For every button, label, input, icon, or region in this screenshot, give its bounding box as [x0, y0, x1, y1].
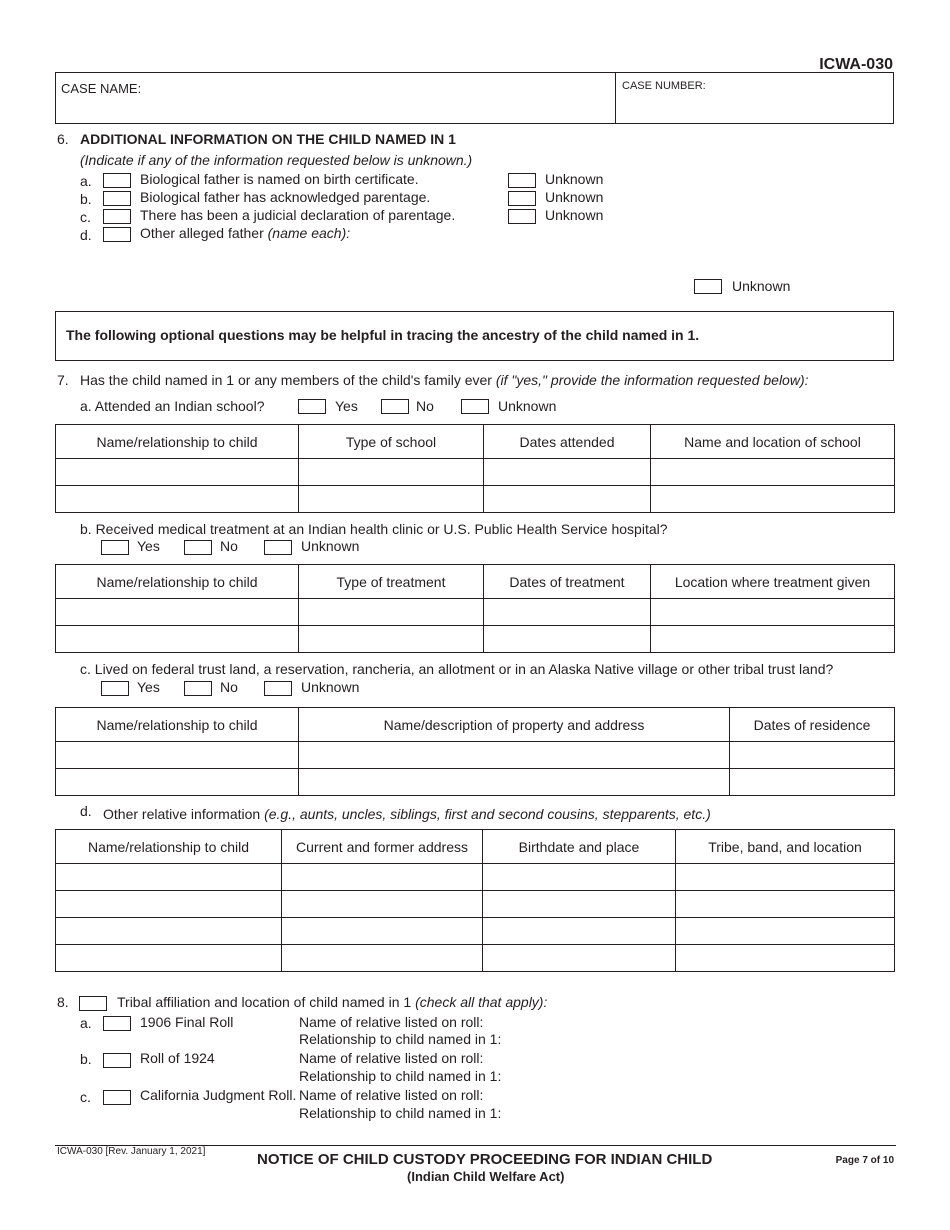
case-number-divider [615, 72, 616, 124]
roll-a-letter: a. [80, 1015, 92, 1031]
q7b-no-checkbox[interactable] [184, 540, 212, 555]
q7b-unknown-checkbox[interactable] [264, 540, 292, 555]
item-d-text-italic: (name each): [267, 225, 351, 241]
table-row [56, 486, 895, 513]
item-d-letter: d. [80, 227, 92, 243]
footer-subtitle: (Indian Child Welfare Act) [407, 1169, 565, 1184]
table-cell[interactable] [483, 918, 676, 945]
table-row [56, 945, 895, 972]
section6-title: ADDITIONAL INFORMATION ON THE CHILD NAMED IN 1 [80, 131, 456, 147]
roll-c-letter: c. [80, 1089, 91, 1105]
section6-note: (Indicate if any of the information requested below is unknown.) [80, 152, 473, 168]
form-id: ICWA-030 [819, 56, 893, 73]
q7a-unknown-checkbox[interactable] [461, 399, 489, 414]
table-cell[interactable] [484, 626, 651, 653]
item-b-unknown-checkbox[interactable] [508, 191, 536, 206]
table-cell[interactable] [483, 864, 676, 891]
footer-revision: ICWA-030 [Rev. January 1, 2021] [57, 1146, 206, 1157]
table-cell[interactable] [484, 599, 651, 626]
roll-b-label: Roll of 1924 [140, 1050, 215, 1066]
item-a-text: Biological father is named on birth certificate. [140, 171, 419, 187]
item-c-letter: c. [80, 209, 91, 225]
section7-number: 7. [57, 372, 69, 388]
roll-b-relationship-label: Relationship to child named in 1: [299, 1068, 502, 1084]
roll-c-relationship-label: Relationship to child named in 1: [299, 1105, 502, 1121]
q7d-question [103, 806, 711, 822]
table-row [56, 459, 895, 486]
table-row [56, 864, 895, 891]
table-cell[interactable] [484, 486, 651, 513]
q7b-no-label: No [220, 538, 238, 554]
q7c-header-cell: Dates of residence [730, 708, 895, 742]
q7d-header-cell: Birthdate and place [483, 830, 676, 864]
q7a-table [55, 424, 895, 513]
table-cell[interactable] [56, 599, 299, 626]
table-row [56, 918, 895, 945]
table-cell[interactable] [56, 626, 299, 653]
footer-title: NOTICE OF CHILD CUSTODY PROCEEDING FOR INDIAN CHILD [257, 1151, 713, 1168]
q7b-header-cell: Location where treatment given [651, 565, 895, 599]
item-a-letter: a. [80, 173, 92, 189]
table-row [56, 742, 895, 769]
q7c-table [55, 707, 895, 796]
table-cell[interactable] [730, 769, 895, 796]
table-cell[interactable] [651, 626, 895, 653]
item-b-unknown-label: Unknown [545, 189, 604, 205]
item-b-text: Biological father has acknowledged parentage. [140, 189, 431, 205]
q7c-header-cell: Name/relationship to child [56, 708, 299, 742]
table-cell[interactable] [676, 864, 895, 891]
item-c-text: There has been a judicial declaration of parentage. [140, 207, 456, 223]
table-row [56, 599, 895, 626]
q7d-header-cell: Tribe, band, and location [676, 830, 895, 864]
item-a-unknown-checkbox[interactable] [508, 173, 536, 188]
item-d-checkbox[interactable] [103, 227, 131, 242]
roll-a-relationship-label: Relationship to child named in 1: [299, 1031, 502, 1047]
q7c-header-cell: Name/description of property and address [299, 708, 730, 742]
table-cell[interactable] [56, 918, 282, 945]
table-cell[interactable] [299, 459, 484, 486]
roll-c-label: California Judgment Roll. [140, 1087, 297, 1103]
case-name-field[interactable] [156, 75, 606, 121]
section8-text-main: Tribal affiliation and location of child named in 1 [117, 994, 416, 1010]
item-d-unknown-checkbox[interactable] [694, 279, 722, 294]
item-d-unknown-label: Unknown [732, 278, 791, 294]
optional-notice-text: The following optional questions may be helpful in tracing the ancestry of the child named in 1. [66, 327, 700, 343]
section8-checkbox[interactable] [79, 996, 107, 1011]
q7b-unknown-label: Unknown [301, 538, 360, 554]
table-cell[interactable] [651, 599, 895, 626]
table-cell[interactable] [299, 599, 484, 626]
q7d-table [55, 829, 895, 972]
q7b-yes-label: Yes [137, 538, 160, 554]
table-cell[interactable] [282, 891, 483, 918]
table-row [56, 769, 895, 796]
case-header-box [55, 72, 894, 124]
table-cell[interactable] [651, 459, 895, 486]
roll-b-relative-label: Name of relative listed on roll: [299, 1050, 484, 1066]
item-d-text-main: Other alleged father [140, 225, 268, 241]
table-cell[interactable] [56, 945, 282, 972]
q7b-question: b. Received medical treatment at an Indian health clinic or U.S. Public Health Service hospital? [80, 521, 668, 537]
section6-number: 6. [57, 131, 69, 147]
table-cell[interactable] [282, 918, 483, 945]
table-cell[interactable] [651, 486, 895, 513]
table-cell[interactable] [299, 626, 484, 653]
section7-question [80, 372, 809, 388]
q7c-unknown-checkbox[interactable] [264, 681, 292, 696]
q7c-no-label: No [220, 679, 238, 695]
table-cell[interactable] [299, 769, 730, 796]
q7a-header-cell: Type of school [299, 425, 484, 459]
table-cell[interactable] [56, 891, 282, 918]
table-cell[interactable] [730, 742, 895, 769]
q7a-no-checkbox[interactable] [381, 399, 409, 414]
q7a-question: a. Attended an Indian school? [80, 398, 265, 414]
q7b-header-cell: Name/relationship to child [56, 565, 299, 599]
roll-c-checkbox[interactable] [103, 1090, 131, 1105]
item-a-checkbox[interactable] [103, 173, 131, 188]
case-number-label: CASE NUMBER: [622, 80, 706, 92]
table-cell[interactable] [56, 486, 299, 513]
q7b-header-row [56, 565, 895, 599]
table-cell[interactable] [56, 459, 299, 486]
q7d-question-main: Other relative information [103, 806, 265, 822]
table-row [56, 891, 895, 918]
q7b-yes-checkbox[interactable] [101, 540, 129, 555]
table-cell[interactable] [299, 742, 730, 769]
table-cell[interactable] [56, 769, 299, 796]
item-b-checkbox[interactable] [103, 191, 131, 206]
q7b-header-cell: Type of treatment [299, 565, 484, 599]
table-cell[interactable] [483, 945, 676, 972]
q7a-yes-label: Yes [335, 398, 358, 414]
item-d-text [140, 225, 350, 241]
q7c-unknown-label: Unknown [301, 679, 360, 695]
section8-text [117, 994, 547, 1010]
table-cell[interactable] [56, 864, 282, 891]
section8-text-italic: (check all that apply): [415, 994, 548, 1010]
q7c-no-checkbox[interactable] [184, 681, 212, 696]
other-alleged-father-field[interactable] [140, 245, 680, 275]
table-cell[interactable] [56, 742, 299, 769]
q7a-header-row [56, 425, 895, 459]
case-name-label: CASE NAME: [61, 81, 142, 96]
optional-notice-box [55, 311, 894, 361]
q7a-no-label: No [416, 398, 434, 414]
table-cell[interactable] [676, 945, 895, 972]
table-row [56, 626, 895, 653]
section7-question-main: Has the child named in 1 or any members of the child's family ever [80, 372, 496, 388]
footer-page-number: Page 7 of 10 [835, 1155, 894, 1166]
q7d-question-italic: (e.g., aunts, uncles, siblings, first and second cousins, stepparents, etc.) [264, 806, 711, 822]
case-number-field[interactable] [706, 75, 886, 121]
table-cell[interactable] [299, 486, 484, 513]
q7c-yes-checkbox[interactable] [101, 681, 129, 696]
roll-a-label: 1906 Final Roll [140, 1014, 234, 1030]
item-c-unknown-checkbox[interactable] [508, 209, 536, 224]
roll-a-checkbox[interactable] [103, 1016, 131, 1031]
section8-number: 8. [57, 994, 69, 1010]
roll-a-relative-label: Name of relative listed on roll: [299, 1014, 484, 1030]
table-cell[interactable] [282, 864, 483, 891]
q7a-header-cell: Name/relationship to child [56, 425, 299, 459]
q7d-header-cell: Current and former address [282, 830, 483, 864]
roll-b-letter: b. [80, 1051, 92, 1067]
q7b-header-cell: Dates of treatment [484, 565, 651, 599]
q7d-header-cell: Name/relationship to child [56, 830, 282, 864]
q7a-yes-checkbox[interactable] [298, 399, 326, 414]
q7c-question: c. Lived on federal trust land, a reservation, rancheria, an allotment or in an Alaska Native village or other tribal trust land? [80, 661, 834, 677]
q7a-unknown-label: Unknown [498, 398, 557, 414]
item-c-unknown-label: Unknown [545, 207, 604, 223]
roll-b-checkbox[interactable] [103, 1053, 131, 1068]
q7a-header-cell: Name and location of school [651, 425, 895, 459]
table-cell[interactable] [483, 891, 676, 918]
q7b-table [55, 564, 895, 653]
q7a-header-cell: Dates attended [484, 425, 651, 459]
table-cell[interactable] [676, 918, 895, 945]
item-b-letter: b. [80, 191, 92, 207]
q7c-yes-label: Yes [137, 679, 160, 695]
table-cell[interactable] [676, 891, 895, 918]
roll-c-relative-label: Name of relative listed on roll: [299, 1087, 484, 1103]
item-c-checkbox[interactable] [103, 209, 131, 224]
q7c-header-row [56, 708, 895, 742]
q7d-header-row [56, 830, 895, 864]
table-cell[interactable] [484, 459, 651, 486]
section7-question-italic: (if "yes," provide the information requested below): [495, 372, 809, 388]
table-cell[interactable] [282, 945, 483, 972]
q7d-letter: d. [80, 803, 92, 819]
item-a-unknown-label: Unknown [545, 171, 604, 187]
